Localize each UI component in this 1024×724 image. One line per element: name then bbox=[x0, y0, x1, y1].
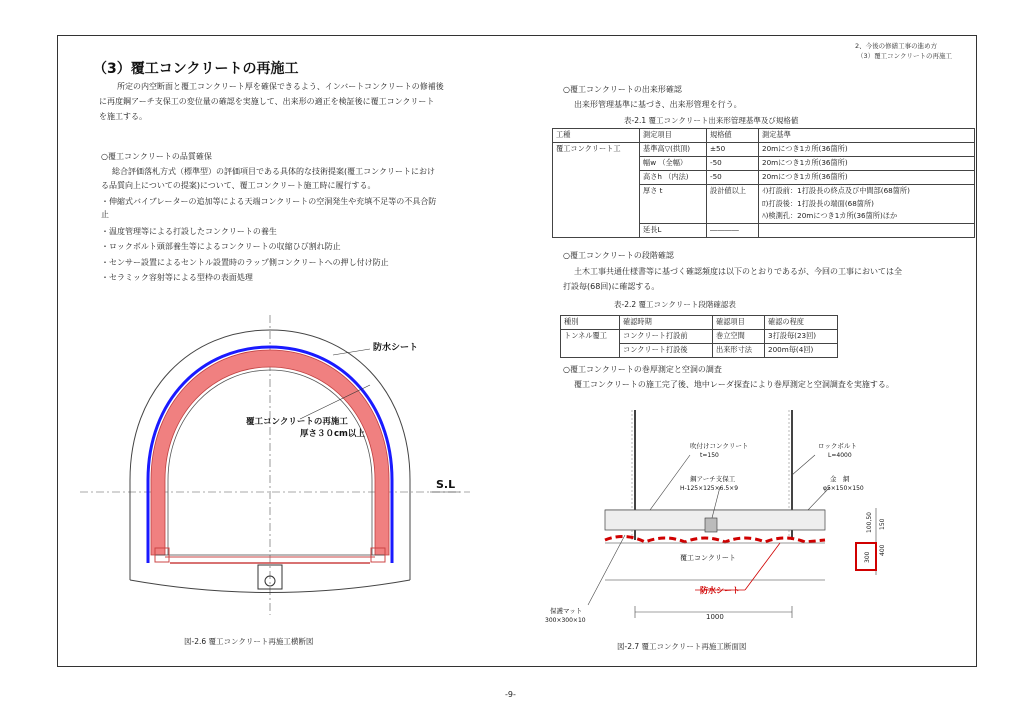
rework-label: 覆工コンクリートの再施工 bbox=[246, 417, 348, 427]
spray-label: 吹付けコンクリート bbox=[690, 442, 749, 450]
table-cell: 20mにつき1カ所(36箇所) bbox=[759, 143, 975, 157]
table-2-2-caption: 表-2.2 覆工コンクリート段階確認表 bbox=[614, 300, 736, 309]
header-chapter: 2、今後の修繕工事の進め方 bbox=[855, 42, 938, 50]
table-cell: トンネル覆工 bbox=[561, 330, 620, 358]
leader-line bbox=[745, 543, 780, 590]
table-header: 確認時期 bbox=[620, 316, 713, 330]
quality-body-1: 総合評価落札方式（標準型）の評価項目である具体的な技術提案(覆工コンクリートにおけ bbox=[112, 167, 435, 176]
thickness-label: 厚さ３０cm以上 bbox=[300, 429, 365, 439]
table-2-1-caption: 表-2.1 覆工コンクリート出来形管理基準及び規格値 bbox=[624, 116, 799, 125]
table-cell: 出来形寸法 bbox=[713, 344, 765, 358]
table-cell: ―――― bbox=[707, 223, 759, 237]
quality-heading: ○覆工コンクリートの品質確保 bbox=[101, 152, 212, 161]
table-cell: 巻立空間 bbox=[713, 330, 765, 344]
table-2-2 bbox=[560, 315, 838, 358]
sheet-label: 防水シート bbox=[700, 586, 740, 595]
table-cell: -50 bbox=[707, 171, 759, 185]
header-section: （3）覆工コンクリートの再施工 bbox=[857, 52, 953, 60]
spray-thickness: t=150 bbox=[700, 452, 719, 459]
survey-body: 覆工コンクリートの施工完了後、地中レーダ探査により巻厚測定と空洞調査を実施する。 bbox=[574, 380, 894, 389]
intro-line-2: に再度鋼アーチ支保工の変位量の確認を実施して、出来形の適正を検証後に覆工コンクリート bbox=[99, 97, 435, 106]
stage-body-1: 土木工事共通仕様書等に基づく確認頻度は以下のとおりであるが、今回の工事においては全 bbox=[574, 267, 902, 276]
rock-bolt-length: L=4000 bbox=[828, 452, 852, 459]
table-cell: -50 bbox=[707, 157, 759, 171]
waterproof-sheet-line bbox=[605, 536, 825, 542]
figure-2-7-caption: 図-2.7 覆工コンクリート再施工断面図 bbox=[617, 642, 747, 651]
table-row bbox=[561, 316, 838, 330]
table-row bbox=[553, 143, 975, 157]
steel-arch-label: 鋼アーチ支保工 bbox=[690, 475, 736, 483]
table-cell: 設計値以上 bbox=[707, 185, 759, 224]
table-header: 工種 bbox=[553, 129, 640, 143]
dimension-1000: 1000 bbox=[706, 613, 724, 621]
table-2-1 bbox=[552, 128, 975, 238]
table-row bbox=[553, 129, 975, 143]
table-header: 測定項目 bbox=[640, 129, 707, 143]
quality-bullet: ・ロックボルト頭部養生等によるコンクリートの収縮ひび割れ防止 bbox=[101, 242, 341, 251]
springline-label: S.L bbox=[436, 478, 456, 491]
table-header: 確認項目 bbox=[713, 316, 765, 330]
table-cell: 高さh （内法) bbox=[640, 171, 707, 185]
page-number: -9- bbox=[505, 690, 516, 699]
quality-bullet: ・伸縮式バイブレーターの追加等による天端コンクリートの空洞発生や充填不足等の不具合防 bbox=[101, 197, 437, 206]
quality-bullet: ・センサー設置によるセントル設置時のラップ側コンクリートへの押し付け防止 bbox=[101, 258, 389, 267]
steel-arch bbox=[705, 518, 717, 532]
intro-line-3: を施工する。 bbox=[99, 112, 147, 121]
table-header: 規格値 bbox=[707, 129, 759, 143]
steel-arch-spec: H-125×125×6.5×9 bbox=[680, 485, 739, 492]
rock-bolt-label: ロックボルト bbox=[818, 442, 857, 450]
dekigata-heading: ○覆工コンクリートの出来形確認 bbox=[563, 85, 682, 94]
table-cell: 20mにつき1カ所(36箇所) bbox=[759, 171, 975, 185]
dekigata-body: 出来形管理基準に基づき、出来形管理を行う。 bbox=[574, 100, 742, 109]
leader-line bbox=[792, 455, 815, 475]
stage-heading: ○覆工コンクリートの段階確認 bbox=[563, 251, 674, 260]
lining-detail-figure bbox=[540, 400, 960, 635]
table-row bbox=[561, 330, 838, 344]
table-cell: 200m毎(4回) bbox=[765, 344, 838, 358]
intro-line-1: 所定の内空断面と覆工コンクリート厚を確保できるよう、インバートコンクリートの修補後 bbox=[117, 82, 444, 91]
waterproof-sheet-label: 防水シート bbox=[373, 343, 419, 353]
mesh-spec: φ5×150×150 bbox=[823, 485, 864, 492]
dimension-400: 400 bbox=[879, 544, 886, 556]
table-header: 種別 bbox=[561, 316, 620, 330]
table-cell: コンクリート打設前 bbox=[620, 330, 713, 344]
dimension-300: 300 bbox=[864, 551, 871, 563]
table-cell: 20mにつき1カ所(36箇所) bbox=[759, 157, 975, 171]
quality-bullet: ・温度管理等による打設したコンクリートの養生 bbox=[101, 227, 277, 236]
table-cell: 3打設毎(23回) bbox=[765, 330, 838, 344]
quality-body-2: る品質向上についての提案)について、覆工コンクリート施工時に履行する。 bbox=[101, 181, 376, 190]
table-cell: 覆工コンクリート工 bbox=[553, 143, 640, 238]
table-cell bbox=[759, 185, 975, 224]
table-cell: ±50 bbox=[707, 143, 759, 157]
stage-body-2: 打設毎(68回)に確認する。 bbox=[563, 282, 660, 291]
lining-label: 覆工コンクリート bbox=[680, 554, 736, 562]
quality-bullet: 止 bbox=[101, 210, 109, 219]
basis-line: ﾛ)打設後：1打設長の端面(68箇所) bbox=[762, 198, 874, 208]
quality-bullet: ・セラミック容射等による型枠の表面処理 bbox=[101, 273, 253, 282]
dimension-150: 150 bbox=[879, 518, 886, 530]
leader-line bbox=[650, 455, 690, 510]
basis-line: ｲ)打設前：1打設長の終点及び中間部(68箇所) bbox=[762, 186, 910, 195]
basis-line: ﾊ)検測孔：20mにつき1カ所(36箇所)ほか bbox=[762, 211, 898, 220]
leader-line bbox=[588, 535, 625, 605]
table-header: 確認の程度 bbox=[765, 316, 838, 330]
table-cell: 基準高▽(拱頂) bbox=[640, 143, 707, 157]
table-cell: コンクリート打設後 bbox=[620, 344, 713, 358]
dimension-10050: 100,50 bbox=[866, 512, 873, 533]
mat-label: 保護マット bbox=[550, 607, 583, 615]
tunnel-cross-section-figure bbox=[70, 305, 480, 625]
table-cell: 延長L bbox=[640, 223, 707, 237]
survey-heading: ○覆工コンクリートの巻厚測定と空洞の調査 bbox=[563, 365, 722, 374]
table-header: 測定基準 bbox=[759, 129, 975, 143]
figure-2-6-caption: 図-2.6 覆工コンクリート再施工横断図 bbox=[184, 637, 314, 646]
table-cell bbox=[759, 223, 975, 237]
table-cell: 厚さ t bbox=[640, 185, 707, 224]
table-cell: 幅w （全幅） bbox=[640, 157, 707, 171]
mat-spec: 300×300×10 bbox=[545, 617, 586, 624]
mesh-label: 金 網 bbox=[830, 475, 850, 483]
page-title: （3）覆工コンクリートの再施工 bbox=[93, 61, 299, 77]
leader-line bbox=[333, 349, 370, 355]
